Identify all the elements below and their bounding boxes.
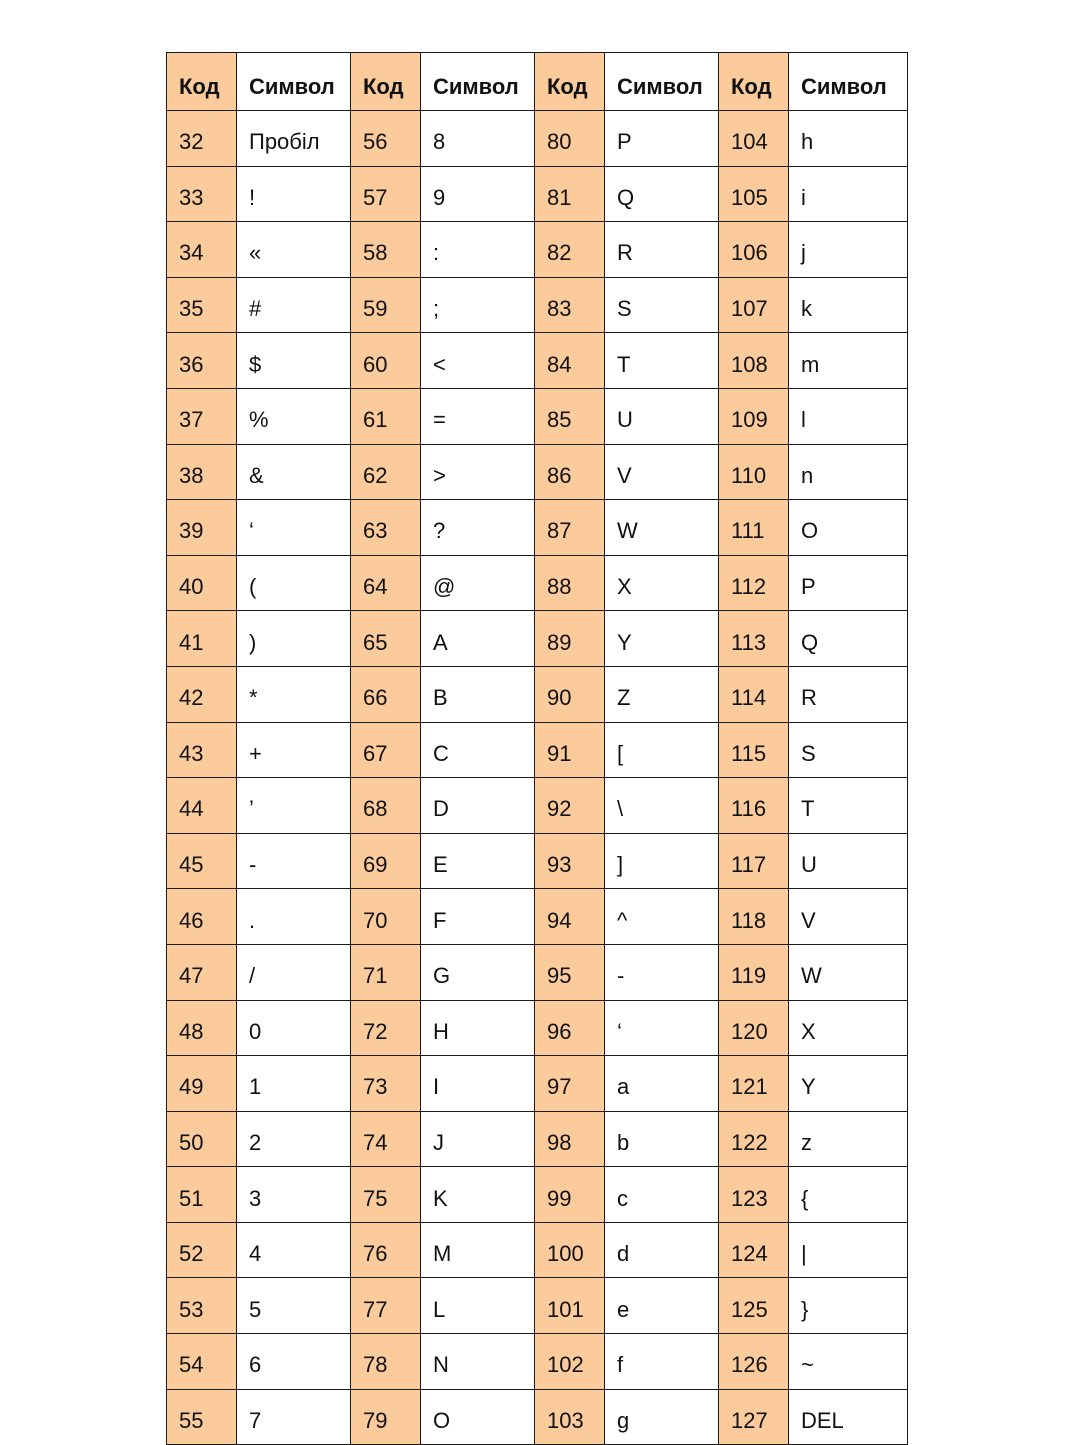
- symbol-cell: 5: [237, 1278, 351, 1334]
- symbol-cell: ^: [605, 889, 719, 945]
- symbol-cell: m: [789, 333, 908, 389]
- header-symbol: Символ: [605, 53, 719, 111]
- header-code: Код: [719, 53, 789, 111]
- symbol-cell: +: [237, 722, 351, 778]
- symbol-cell: $: [237, 333, 351, 389]
- code-cell: 107: [719, 277, 789, 333]
- code-cell: 80: [535, 111, 605, 167]
- code-cell: 81: [535, 166, 605, 222]
- symbol-cell: z: [789, 1111, 908, 1167]
- code-cell: 49: [167, 1056, 237, 1112]
- symbol-cell: >: [421, 444, 535, 500]
- table-row: [167, 500, 908, 556]
- symbol-cell: ’: [237, 778, 351, 834]
- code-cell: 99: [535, 1167, 605, 1223]
- symbol-cell: W: [789, 944, 908, 1000]
- symbol-cell: \: [605, 778, 719, 834]
- symbol-cell: @: [421, 555, 535, 611]
- symbol-cell: Z: [605, 666, 719, 722]
- ascii-code-table-container: [166, 52, 907, 1445]
- symbol-cell: -: [605, 944, 719, 1000]
- code-cell: 48: [167, 1000, 237, 1056]
- symbol-cell: ;: [421, 277, 535, 333]
- table-row: [167, 444, 908, 500]
- code-cell: 77: [351, 1278, 421, 1334]
- symbol-cell: «: [237, 222, 351, 278]
- code-cell: 69: [351, 833, 421, 889]
- code-cell: 54: [167, 1334, 237, 1390]
- code-cell: 76: [351, 1222, 421, 1278]
- symbol-cell: 2: [237, 1111, 351, 1167]
- symbol-cell: #: [237, 277, 351, 333]
- table-row: [167, 1389, 908, 1445]
- symbol-cell: 9: [421, 166, 535, 222]
- code-cell: 75: [351, 1167, 421, 1223]
- symbol-cell: Пробіл: [237, 111, 351, 167]
- symbol-cell: ~: [789, 1334, 908, 1390]
- table-row: [167, 1167, 908, 1223]
- symbol-cell: j: [789, 222, 908, 278]
- symbol-cell: M: [421, 1222, 535, 1278]
- code-cell: 73: [351, 1056, 421, 1112]
- code-cell: 50: [167, 1111, 237, 1167]
- code-cell: 117: [719, 833, 789, 889]
- code-cell: 53: [167, 1278, 237, 1334]
- code-cell: 103: [535, 1389, 605, 1445]
- symbol-cell: ]: [605, 833, 719, 889]
- symbol-cell: l: [789, 388, 908, 444]
- header-code: Код: [535, 53, 605, 111]
- table-row: [167, 833, 908, 889]
- symbol-cell: n: [789, 444, 908, 500]
- symbol-cell: F: [421, 889, 535, 945]
- symbol-cell: 1: [237, 1056, 351, 1112]
- symbol-cell: T: [605, 333, 719, 389]
- code-cell: 58: [351, 222, 421, 278]
- code-cell: 85: [535, 388, 605, 444]
- symbol-cell: E: [421, 833, 535, 889]
- table-row: [167, 1111, 908, 1167]
- code-cell: 62: [351, 444, 421, 500]
- symbol-cell: (: [237, 555, 351, 611]
- symbol-cell: P: [789, 555, 908, 611]
- code-cell: 102: [535, 1334, 605, 1390]
- symbol-cell: <: [421, 333, 535, 389]
- code-cell: 59: [351, 277, 421, 333]
- symbol-cell: Q: [789, 611, 908, 667]
- table-header-row: [167, 53, 908, 111]
- code-cell: 82: [535, 222, 605, 278]
- code-cell: 64: [351, 555, 421, 611]
- code-cell: 123: [719, 1167, 789, 1223]
- code-cell: 78: [351, 1334, 421, 1390]
- table-row: [167, 1278, 908, 1334]
- code-cell: 32: [167, 111, 237, 167]
- symbol-cell: R: [789, 666, 908, 722]
- code-cell: 66: [351, 666, 421, 722]
- symbol-cell: N: [421, 1334, 535, 1390]
- symbol-cell: J: [421, 1111, 535, 1167]
- symbol-cell: S: [605, 277, 719, 333]
- symbol-cell: *: [237, 666, 351, 722]
- symbol-cell: g: [605, 1389, 719, 1445]
- code-cell: 122: [719, 1111, 789, 1167]
- code-cell: 93: [535, 833, 605, 889]
- code-cell: 52: [167, 1222, 237, 1278]
- code-cell: 65: [351, 611, 421, 667]
- symbol-cell: D: [421, 778, 535, 834]
- symbol-cell: ?: [421, 500, 535, 556]
- symbol-cell: &: [237, 444, 351, 500]
- symbol-cell: X: [605, 555, 719, 611]
- code-cell: 79: [351, 1389, 421, 1445]
- code-cell: 87: [535, 500, 605, 556]
- code-cell: 41: [167, 611, 237, 667]
- symbol-cell: O: [789, 500, 908, 556]
- symbol-cell: 6: [237, 1334, 351, 1390]
- code-cell: 43: [167, 722, 237, 778]
- symbol-cell: I: [421, 1056, 535, 1112]
- symbol-cell: A: [421, 611, 535, 667]
- code-cell: 106: [719, 222, 789, 278]
- table-row: [167, 333, 908, 389]
- code-cell: 60: [351, 333, 421, 389]
- symbol-cell: C: [421, 722, 535, 778]
- symbol-cell: ‘: [605, 1000, 719, 1056]
- code-cell: 61: [351, 388, 421, 444]
- code-cell: 63: [351, 500, 421, 556]
- symbol-cell: L: [421, 1278, 535, 1334]
- symbol-cell: G: [421, 944, 535, 1000]
- symbol-cell: K: [421, 1167, 535, 1223]
- code-cell: 72: [351, 1000, 421, 1056]
- code-cell: 121: [719, 1056, 789, 1112]
- symbol-cell: -: [237, 833, 351, 889]
- symbol-cell: DEL: [789, 1389, 908, 1445]
- table-row: [167, 1000, 908, 1056]
- symbol-cell: a: [605, 1056, 719, 1112]
- code-cell: 83: [535, 277, 605, 333]
- symbol-cell: h: [789, 111, 908, 167]
- code-cell: 125: [719, 1278, 789, 1334]
- symbol-cell: /: [237, 944, 351, 1000]
- code-cell: 40: [167, 555, 237, 611]
- code-cell: 110: [719, 444, 789, 500]
- symbol-cell: O: [421, 1389, 535, 1445]
- code-cell: 113: [719, 611, 789, 667]
- symbol-cell: P: [605, 111, 719, 167]
- header-symbol: Символ: [237, 53, 351, 111]
- code-cell: 71: [351, 944, 421, 1000]
- code-cell: 90: [535, 666, 605, 722]
- code-cell: 55: [167, 1389, 237, 1445]
- table-row: [167, 944, 908, 1000]
- code-cell: 95: [535, 944, 605, 1000]
- symbol-cell: W: [605, 500, 719, 556]
- symbol-cell: c: [605, 1167, 719, 1223]
- symbol-cell: |: [789, 1222, 908, 1278]
- code-cell: 44: [167, 778, 237, 834]
- symbol-cell: Y: [605, 611, 719, 667]
- symbol-cell: k: [789, 277, 908, 333]
- symbol-cell: B: [421, 666, 535, 722]
- symbol-cell: H: [421, 1000, 535, 1056]
- code-cell: 100: [535, 1222, 605, 1278]
- table-row: [167, 778, 908, 834]
- code-cell: 98: [535, 1111, 605, 1167]
- table-row: [167, 555, 908, 611]
- code-cell: 68: [351, 778, 421, 834]
- code-cell: 67: [351, 722, 421, 778]
- table-row: [167, 166, 908, 222]
- code-cell: 119: [719, 944, 789, 1000]
- symbol-cell: S: [789, 722, 908, 778]
- symbol-cell: V: [605, 444, 719, 500]
- code-cell: 45: [167, 833, 237, 889]
- code-cell: 96: [535, 1000, 605, 1056]
- code-cell: 56: [351, 111, 421, 167]
- code-cell: 46: [167, 889, 237, 945]
- code-cell: 84: [535, 333, 605, 389]
- code-cell: 94: [535, 889, 605, 945]
- code-cell: 124: [719, 1222, 789, 1278]
- code-cell: 37: [167, 388, 237, 444]
- symbol-cell: e: [605, 1278, 719, 1334]
- symbol-cell: =: [421, 388, 535, 444]
- code-cell: 97: [535, 1056, 605, 1112]
- code-cell: 109: [719, 388, 789, 444]
- symbol-cell: 8: [421, 111, 535, 167]
- code-cell: 101: [535, 1278, 605, 1334]
- code-cell: 105: [719, 166, 789, 222]
- code-cell: 127: [719, 1389, 789, 1445]
- ascii-code-table: [166, 52, 908, 1445]
- table-row: [167, 722, 908, 778]
- code-cell: 42: [167, 666, 237, 722]
- code-cell: 88: [535, 555, 605, 611]
- code-cell: 104: [719, 111, 789, 167]
- symbol-cell: U: [789, 833, 908, 889]
- symbol-cell: ): [237, 611, 351, 667]
- code-cell: 47: [167, 944, 237, 1000]
- code-cell: 112: [719, 555, 789, 611]
- code-cell: 51: [167, 1167, 237, 1223]
- code-cell: 116: [719, 778, 789, 834]
- symbol-cell: .: [237, 889, 351, 945]
- table-row: [167, 222, 908, 278]
- symbol-cell: i: [789, 166, 908, 222]
- table-row: [167, 111, 908, 167]
- code-cell: 111: [719, 500, 789, 556]
- symbol-cell: ‘: [237, 500, 351, 556]
- code-cell: 57: [351, 166, 421, 222]
- table-body: [167, 111, 908, 1445]
- symbol-cell: T: [789, 778, 908, 834]
- code-cell: 108: [719, 333, 789, 389]
- table-row: [167, 889, 908, 945]
- code-cell: 120: [719, 1000, 789, 1056]
- code-cell: 115: [719, 722, 789, 778]
- code-cell: 86: [535, 444, 605, 500]
- header-symbol: Символ: [421, 53, 535, 111]
- symbol-cell: }: [789, 1278, 908, 1334]
- header-code: Код: [167, 53, 237, 111]
- symbol-cell: 0: [237, 1000, 351, 1056]
- symbol-cell: 4: [237, 1222, 351, 1278]
- symbol-cell: [: [605, 722, 719, 778]
- table-row: [167, 666, 908, 722]
- symbol-cell: !: [237, 166, 351, 222]
- symbol-cell: :: [421, 222, 535, 278]
- code-cell: 39: [167, 500, 237, 556]
- code-cell: 74: [351, 1111, 421, 1167]
- symbol-cell: %: [237, 388, 351, 444]
- symbol-cell: 7: [237, 1389, 351, 1445]
- symbol-cell: Y: [789, 1056, 908, 1112]
- symbol-cell: f: [605, 1334, 719, 1390]
- symbol-cell: X: [789, 1000, 908, 1056]
- symbol-cell: U: [605, 388, 719, 444]
- symbol-cell: b: [605, 1111, 719, 1167]
- code-cell: 38: [167, 444, 237, 500]
- header-code: Код: [351, 53, 421, 111]
- code-cell: 36: [167, 333, 237, 389]
- symbol-cell: Q: [605, 166, 719, 222]
- table-row: [167, 277, 908, 333]
- symbol-cell: 3: [237, 1167, 351, 1223]
- symbol-cell: R: [605, 222, 719, 278]
- code-cell: 35: [167, 277, 237, 333]
- code-cell: 34: [167, 222, 237, 278]
- code-cell: 91: [535, 722, 605, 778]
- code-cell: 118: [719, 889, 789, 945]
- table-row: [167, 388, 908, 444]
- table-row: [167, 1222, 908, 1278]
- code-cell: 114: [719, 666, 789, 722]
- header-symbol: Символ: [789, 53, 908, 111]
- table-row: [167, 1334, 908, 1390]
- symbol-cell: d: [605, 1222, 719, 1278]
- code-cell: 92: [535, 778, 605, 834]
- code-cell: 89: [535, 611, 605, 667]
- symbol-cell: V: [789, 889, 908, 945]
- table-row: [167, 611, 908, 667]
- code-cell: 33: [167, 166, 237, 222]
- code-cell: 70: [351, 889, 421, 945]
- code-cell: 126: [719, 1334, 789, 1390]
- table-row: [167, 1056, 908, 1112]
- symbol-cell: {: [789, 1167, 908, 1223]
